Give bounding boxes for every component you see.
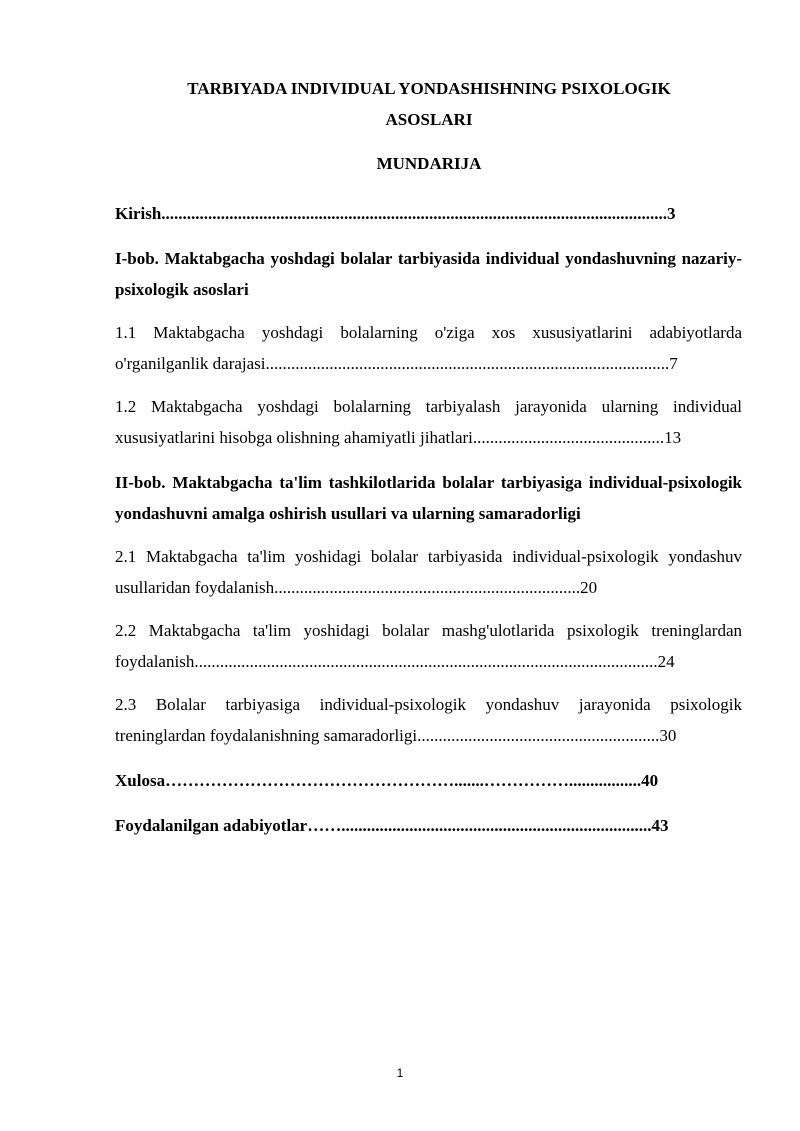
contents-heading: MUNDARIJA <box>376 154 482 173</box>
document-title <box>116 73 742 135</box>
toc-entry-section-2-2: 2.2 Maktabgacha ta'lim yoshidagi bolalar mashg'ulotlarida psixologik treninglardan foydalanish.............................................................................................................24 <box>115 621 742 671</box>
toc-entry-references: Foydalanilgan adabiyotlar…….........................................................................43 <box>115 816 669 835</box>
toc-entry-introduction: Kirish.......................................................................................................................3 <box>115 204 676 223</box>
toc-entry-chapter-2: II-bob. Maktabgacha ta'lim tashkilotlarida bolalar tarbiyasiga individual-psixologik yondashuvni amalga oshirish usullari va ularning samaradorligi <box>115 473 742 523</box>
title-line-2: ASOSLARI <box>385 110 473 129</box>
toc-entry-section-1-2: 1.2 Maktabgacha yoshdagi bolalarning tarbiyalash jarayonida ularning individual xususiyatlarini hisobga olishning ahamiyatli jihatlari.............................................13 <box>115 397 742 447</box>
toc-entry-section-1-1: 1.1 Maktabgacha yoshdagi bolalarning o'ziga xos xususiyatlarini adabiyotlarda o'rganilganlik darajasi...............................................................................................7 <box>115 323 742 373</box>
toc-entry-section-2-1: 2.1 Maktabgacha ta'lim yoshidagi bolalar tarbiyasida individual-psixologik yondashuv usullaridan foydalanish........................................................................20 <box>115 547 742 597</box>
toc-entry-chapter-1: I-bob. Maktabgacha yoshdagi bolalar tarbiyasida individual yondashuvning nazariy-psixologik asoslari <box>115 249 742 299</box>
title-line-1: TARBIYADA INDIVIDUAL YONDASHISHNING PSIXOLOGIK <box>187 79 671 98</box>
toc-entry-conclusion: Xulosa…………………………………………….......…………….................40 <box>115 771 659 790</box>
table-of-contents <box>115 198 742 841</box>
page-number: 1 <box>396 1066 404 1080</box>
toc-entry-section-2-3: 2.3 Bolalar tarbiyasiga individual-psixologik yondashuv jarayonida psixologik treninglardan foydalanishning samaradorligi.........................................................30 <box>115 695 742 745</box>
